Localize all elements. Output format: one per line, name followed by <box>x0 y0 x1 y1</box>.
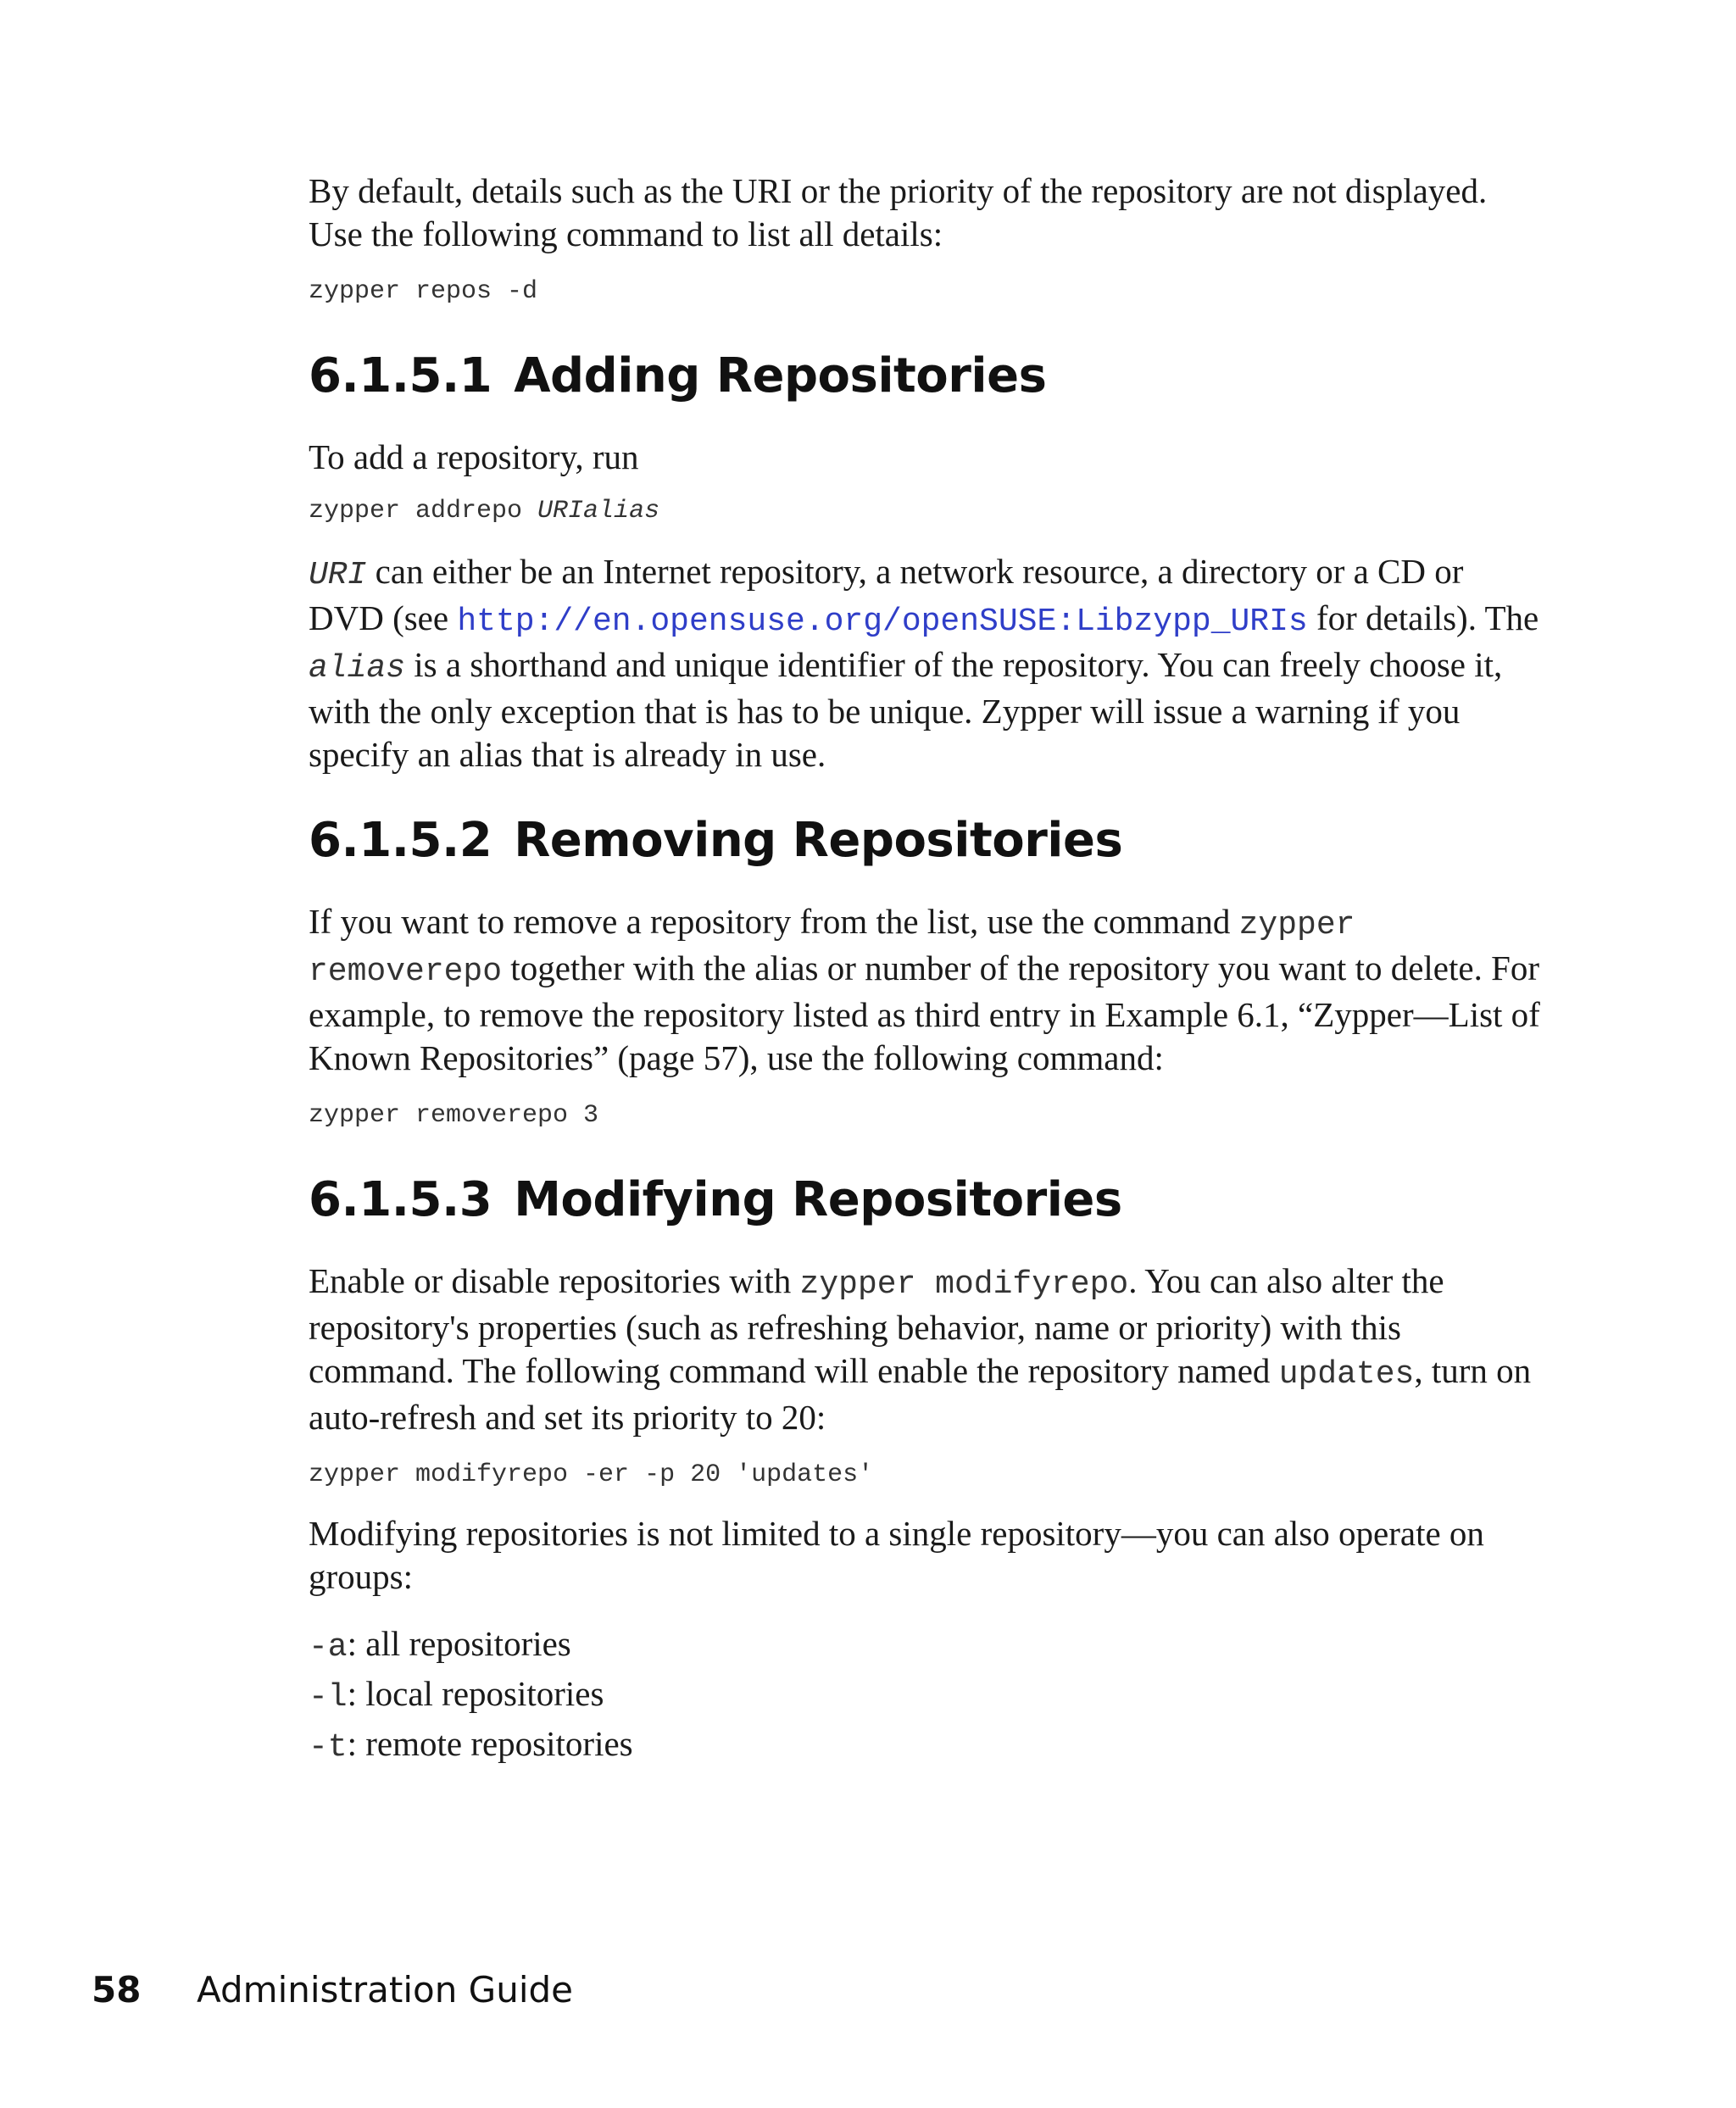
page-number: 58 <box>92 1969 142 2011</box>
modify-paragraph <box>309 1260 1546 1439</box>
uri-text-3: is a shorthand and unique identifier of the repository. You can freely choose it, with the only exception that is has to be unique. Zypper will issue a warning if you specify an alias that is already in use. <box>309 645 1503 774</box>
groups-paragraph: Modifying repositories is not limited to a single repository—you can also operate on groups: <box>309 1514 1484 1596</box>
addrepo-command <box>309 494 1546 528</box>
modifyrepo-inline-command: zypper modifyrepo <box>799 1266 1129 1303</box>
option-desc: : remote repositories <box>347 1724 633 1763</box>
section-number: 6.1.5.3 <box>309 1172 492 1227</box>
remove-paragraph <box>309 900 1546 1080</box>
option-remote <box>309 1721 1546 1771</box>
libzypp-uris-link[interactable]: http://en.opensuse.org/openSUSE:Libzypp_URIs <box>457 603 1308 640</box>
removerepo-command: zypper removerepo 3 <box>309 1101 599 1130</box>
option-flag: -l <box>309 1679 348 1716</box>
page-content <box>309 170 1546 1771</box>
group-options-list <box>309 1621 1546 1771</box>
modify-text-2: . You can also alter the repository's properties (such as refreshing behavior, name or priority) with this command. The following command will enable the repository named <box>309 1261 1444 1390</box>
section-heading-removing <box>309 810 1546 871</box>
section-title: Adding Repositories <box>514 348 1047 403</box>
removerepo-inline-command: zypper removerepo <box>309 907 1355 990</box>
addrepo-command-base: zypper addrepo <box>309 497 538 526</box>
modify-text-3: , turn on auto-refresh and set its priority to 20: <box>309 1351 1532 1437</box>
addrepo-command-args: URIalias <box>537 497 660 526</box>
add-lead-paragraph: To add a repository, run <box>309 437 639 476</box>
uri-term: URI <box>309 557 367 593</box>
intro-paragraph: By default, details such as the URI or the priority of the repository are not displayed. Use the following command to list all details: <box>309 171 1488 253</box>
uri-paragraph <box>309 550 1546 776</box>
section-number: 6.1.5.1 <box>309 348 492 403</box>
option-desc: : local repositories <box>347 1674 604 1713</box>
option-local <box>309 1671 1546 1721</box>
alias-term: alias <box>309 650 406 687</box>
section-heading-modifying <box>309 1170 1546 1231</box>
option-all <box>309 1621 1546 1671</box>
remove-text-1: If you want to remove a repository from the list, use the command <box>309 902 1239 941</box>
list-details-command: zypper repos -d <box>309 277 538 306</box>
option-flag: -a <box>309 1629 348 1666</box>
option-flag: -t <box>309 1729 348 1766</box>
option-desc: : all repositories <box>347 1624 571 1663</box>
updates-repo-name: updates <box>1278 1356 1415 1393</box>
page-footer <box>92 1969 573 2020</box>
uri-text-2: for details). The <box>1307 598 1539 637</box>
section-title: Removing Repositories <box>514 813 1123 868</box>
section-title: Modifying Repositories <box>514 1172 1122 1227</box>
modify-text-1: Enable or disable repositories with <box>309 1261 800 1300</box>
book-title: Administration Guide <box>197 1969 574 2011</box>
modifyrepo-command: zypper modifyrepo -er -p 20 'updates' <box>309 1460 874 1489</box>
uri-text-1: can either be an Internet repository, a network resource, a directory or a CD or DVD (see <box>309 552 1464 637</box>
section-heading-adding <box>309 346 1546 407</box>
remove-text-2: together with the alias or number of the repository you want to delete. For example, to remove the repository listed as third entry in Example 6.1, “Zypper—List of Known Repositories” (page 57), use the following command: <box>309 948 1540 1077</box>
section-number: 6.1.5.2 <box>309 813 492 868</box>
